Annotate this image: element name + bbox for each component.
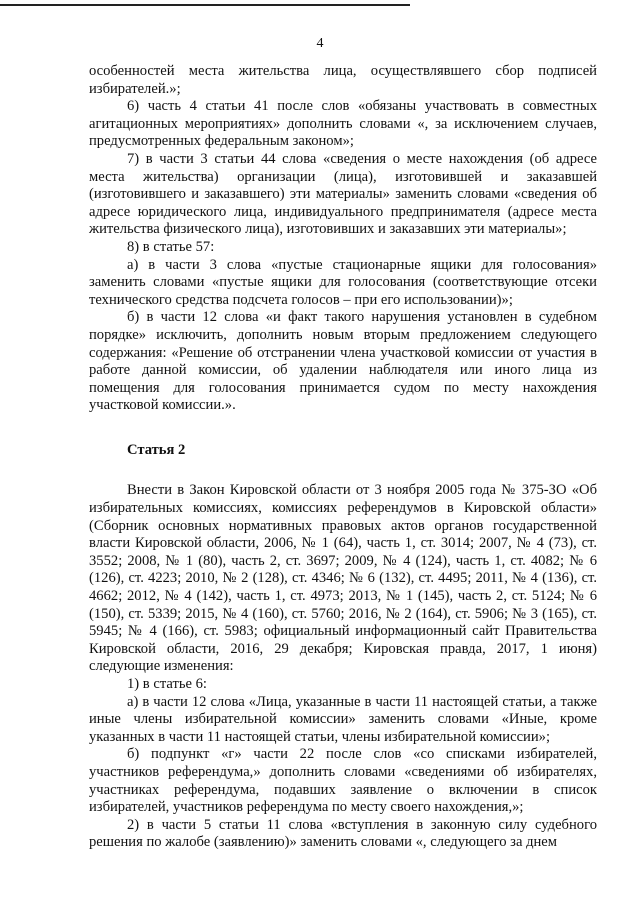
paragraph-article-intro: Внести в Закон Кировской области от 3 ноября 2005 года № 375-ЗО «Об избирательных комиссиях, комиссиях референдумов в Кировской области» (Сборник основных нормативных правовых актов органов государственной власти Кировской области, 2006, № 1 (64), часть 1, ст. 3014; 2007, № 4 (73), ст. 3552; 2008, № 1 (80), часть 2, ст. 3697; 2009, № 4 (124), часть 1, ст. 4082; № 6 (126), ст. 4223; 2010, № 2 (128), ст. 4346; № 6 (132), ст. 4495; 2011, № 4 (136), ст. 4662; 2012, № 4 (142), часть 1, ст. 4973; 2013, № 1 (145), часть 2, ст. 5124; № 6 (150), ст. 5339; 2015, № 4 (160), ст. 5760; 2016, № 2 (164), ст. 5906; № 3 (165), ст. 5945; № 4 (166), ст. 5983; официальный информационный сайт Правительства Кировской области, 2016, 29 декабря; Кировская правда, 2017, 1 июня) следующие изменения:	[89, 482, 597, 675]
paragraph-item-1: 1) в статье 6:	[127, 676, 207, 692]
paragraph-item-8a: а) в части 3 слова «пустые стационарные ящики для голосования» заменить словами «пустые ящики для голосования (соответствующие отсеки технического средства подсчета голосов – при его использовании)»;	[89, 256, 597, 308]
page-number: 4	[316, 36, 324, 51]
paragraph-item-8b: б) в части 12 слова «и факт такого нарушения установлен в судебном порядке» исключить, дополнить новым вторым предложением следующего содержания: «Решение об отстранении члена участковой комиссии от участия в работе данной комиссии, об удалении наблюдателя или иного лица из помещения для голосования принимается судом по месту нахождения участковой комиссии.».	[89, 309, 597, 414]
paragraph-item-2: 2) в части 5 статьи 11 слова «вступления в законную силу судебного решения по жалобе (заявлению)» заменить словами «, следующего за днем	[89, 816, 597, 851]
paragraph-item-8: 8) в статье 57:	[127, 238, 215, 255]
top-rule	[0, 4, 410, 6]
paragraph-item-7: 7) в части 3 статьи 44 слова «сведения о месте нахождения (об адресе места жительства) организации (лица), изготовившей и заказавшей (изготовившего и заказавшего) эти материалы» заменить словами «сведения об адресе юридического лица, индивидуального предпринимателя (адресе места жительства физического лица), изготовивших и заказавших эти материалы»;	[89, 150, 597, 238]
paragraph-continuation: особенностей места жительства лица, осуществлявшего сбор подписей избирателей.»;	[89, 63, 597, 97]
paragraph-item-1a: а) в части 12 слова «Лица, указанные в части 11 настоящей статьи, а также иные члены избирательной комиссии» заменить словами «Иные, кроме указанных в части 11 настоящей статьи, члены избирательной комиссии»;	[89, 693, 597, 745]
article-heading: Статья 2	[127, 441, 186, 458]
paragraph-item-1b: б) подпункт «г» части 22 после слов «со списками избирателей, участников референдума,» дополнить словами «сведениями об избирателях, участниках референдума, подавших заявление о включении в список избирателей, участников референдума по месту своего нахождения,»;	[89, 746, 597, 816]
document-body	[89, 63, 597, 852]
paragraph-item-6: 6) часть 4 статьи 41 после слов «обязаны участвовать в совместных агитационных мероприятиях» дополнить словами «, за исключением случаев, предусмотренных федеральным законом»;	[89, 98, 597, 150]
